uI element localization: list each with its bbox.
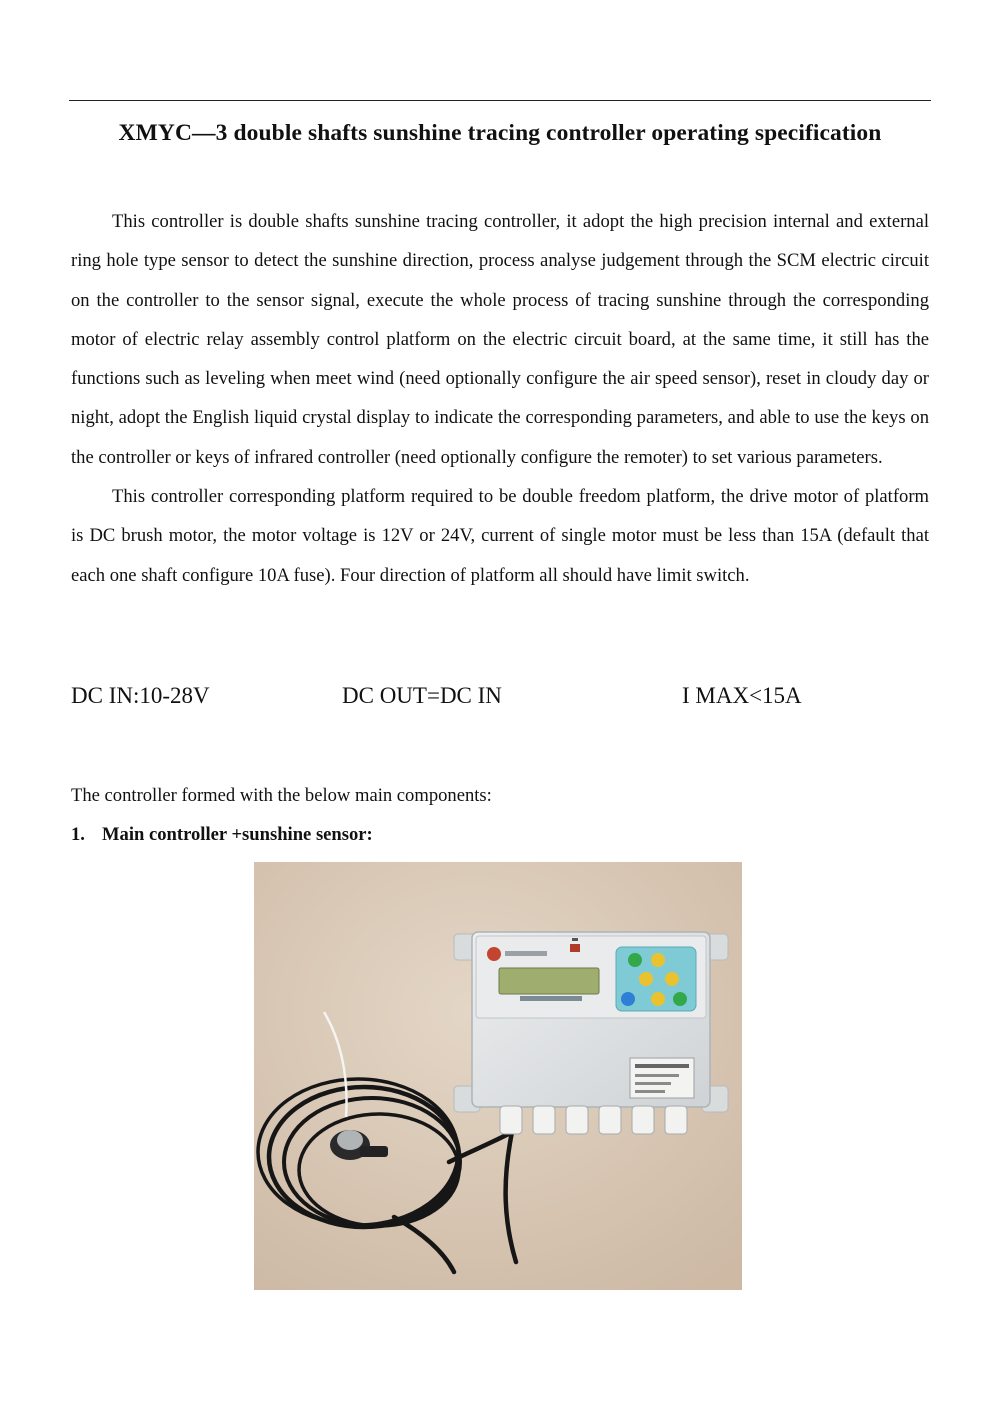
component-item: [71, 824, 373, 846]
brand-name: [505, 951, 547, 956]
label-line: [635, 1090, 665, 1093]
component-number: 1.: [71, 824, 85, 845]
controller-photo: [254, 862, 742, 1290]
label-line: [635, 1064, 689, 1068]
paragraph-description: This controller is double shafts sunshine tracing controller, it adopt the high precision internal and external ring hole type sensor to detect the sunshine direction, process analyse judgement through the SCM electric circuit on the controller to the sensor signal, execute the whole process of tracing sunshine through the corresponding motor of electric relay assembly control platform on the electric circuit board, at the same time, it still has the functions such as leveling when meet wind (need optionally configure the air speed sensor), reset in cloudy day or night, adopt the English liquid crystal display to indicate the corresponding parameters, and able to use the keys on the controller or keys of infrared controller (need optionally configure the remoter) to set various parameters.: [71, 211, 929, 468]
electrical-specs: [71, 683, 929, 717]
spec-dc-in: DC IN:10-28V: [71, 683, 210, 708]
paragraph-platform: This controller corresponding platform required to be double freedom platform, the drive motor of platform is DC brush motor, the motor voltage is 12V or 24V, current of single motor must be less than 15A (default that each one shaft configure 10A fuse). Four direction of platform all should have limit switch.: [71, 486, 929, 586]
components-intro: The controller formed with the below main components:: [71, 785, 492, 806]
spec-dc-out: DC OUT=DC IN: [342, 683, 502, 708]
indicator-led: [570, 944, 580, 952]
spec-i-max: I MAX<15A: [682, 683, 802, 708]
body-text: [71, 202, 929, 595]
label-line: [635, 1082, 671, 1085]
key-button: [651, 992, 665, 1006]
key-button: [621, 992, 635, 1006]
header-rule: [69, 100, 931, 101]
key-button: [665, 972, 679, 986]
indicator-label: [572, 938, 578, 941]
lcd-caption: [520, 996, 582, 1001]
brand-logo: [487, 947, 501, 961]
key-button: [673, 992, 687, 1006]
key-button: [628, 953, 642, 967]
label-line: [635, 1074, 679, 1077]
component-label: Main controller +sunshine sensor:: [102, 824, 373, 845]
lcd-display: [499, 968, 599, 994]
key-button: [651, 953, 665, 967]
page-title: XMYC—3 double shafts sunshine tracing controller operating specification: [118, 120, 882, 146]
key-button: [639, 972, 653, 986]
